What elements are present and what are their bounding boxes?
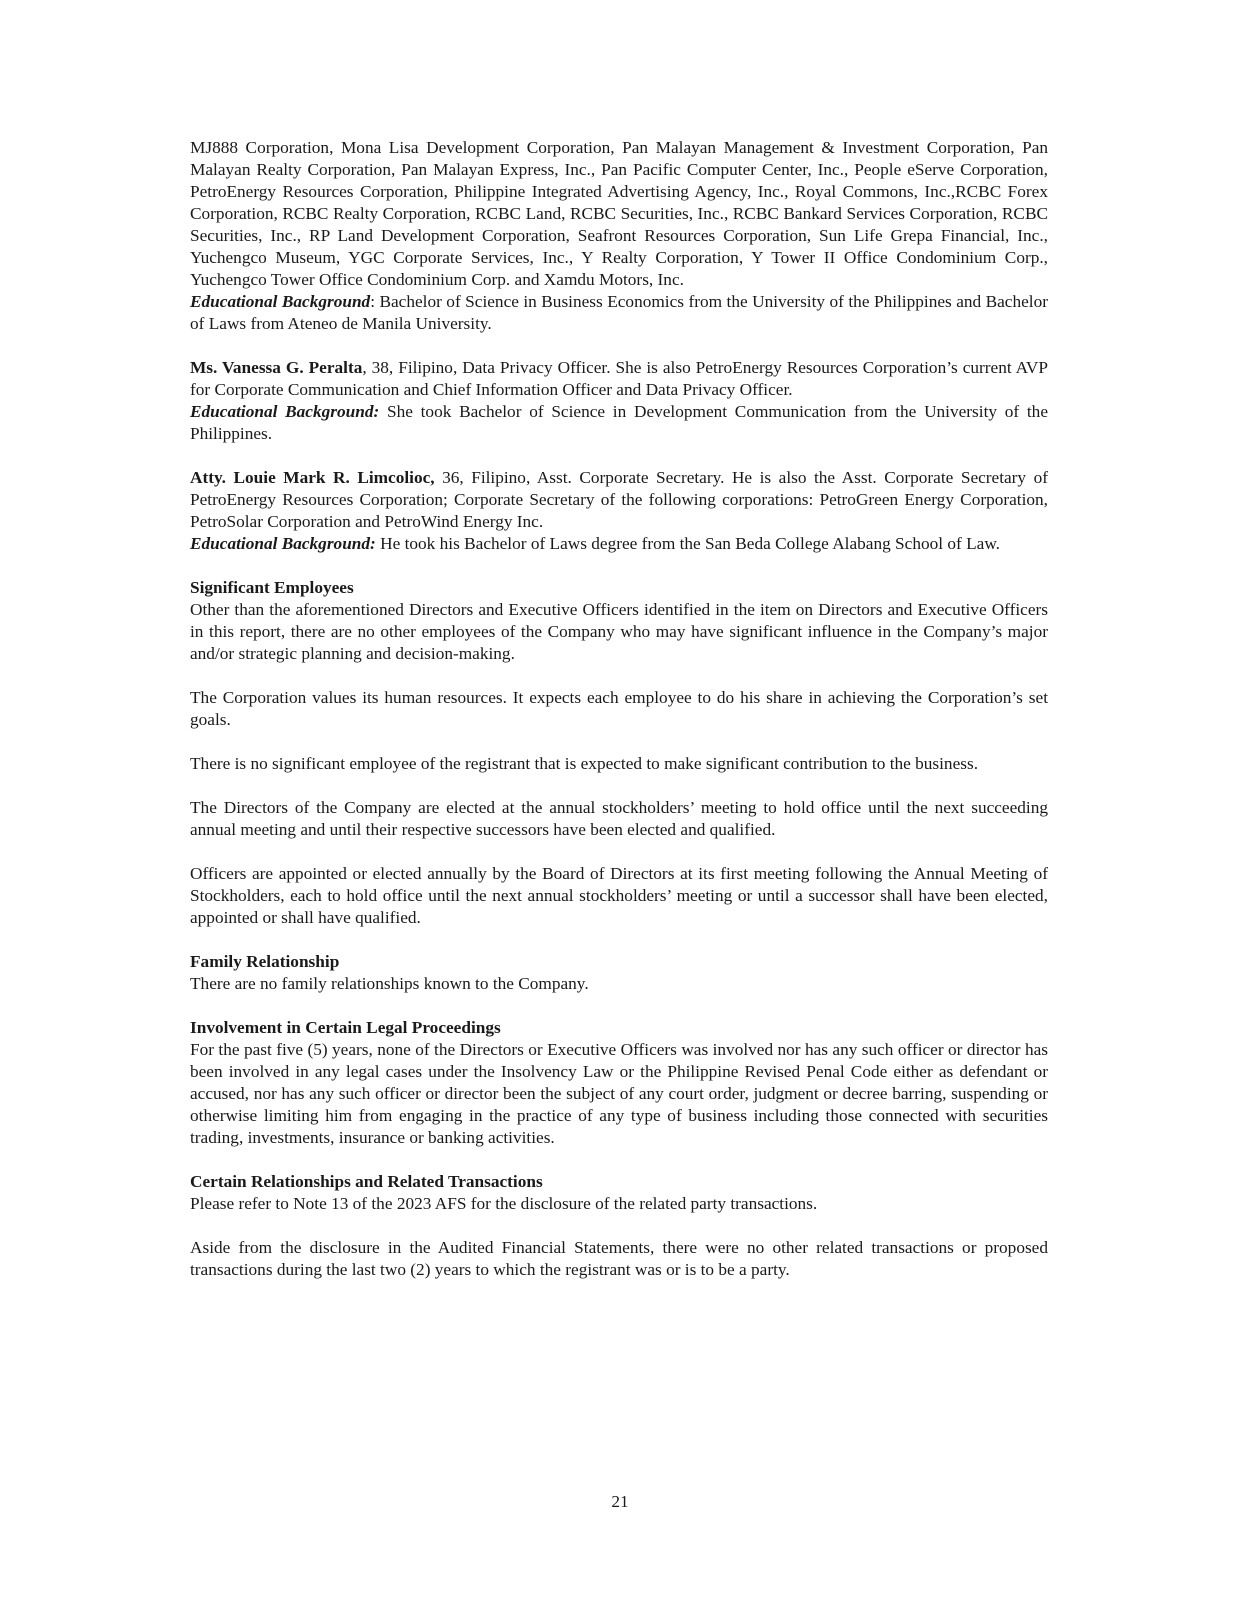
other-transactions-paragraph: Aside from the disclosure in the Audited Financial Statements, there were no other related transactions or proposed transactions during the last two (2) years to which the registrant was or is to be a party. bbox=[190, 1238, 1048, 1279]
educational-background-text: : Bachelor of Science in Business Economics from the University of the Philippines and Bachelor of Laws from Ateneo de Manila University. bbox=[190, 292, 1048, 333]
related-transactions-heading: Certain Relationships and Related Transactions bbox=[190, 1172, 543, 1191]
officer-details: , 38, Filipino, Data Privacy Officer. She is also PetroEnergy Resources Corporation’s current AVP for Corporate Communication and Chief Information Officer and Data Privacy Officer. bbox=[190, 358, 1048, 399]
document-page bbox=[190, 137, 1048, 1281]
family-relationship-heading: Family Relationship bbox=[190, 952, 340, 971]
significant-employees-paragraph: Other than the aforementioned Directors and Executive Officers identified in the item on Directors and Executive Officers in this report, there are no other employees of the Company who may have significant influence in the Company’s major and/or strategic planning and decision-making. bbox=[190, 600, 1048, 663]
officer-limcolioc-education bbox=[190, 533, 1048, 555]
educational-background-label: Educational Background: bbox=[190, 534, 376, 553]
legal-proceedings-paragraph: For the past five (5) years, none of the Directors or Executive Officers was involved nor has any such officer or director has been involved in any legal cases under the Insolvency Law or the Philippine Revised Penal Code either as defendant or accused, nor has any such officer or director been the subject of any court order, judgment or decree barring, suspending or otherwise limiting him from engaging in the practice of any type of business including those connected with securities trading, investments, insurance or banking activities. bbox=[190, 1040, 1048, 1147]
educational-background-text: He took his Bachelor of Laws degree from the San Beda College Alabang School of Law. bbox=[375, 534, 1001, 553]
page-number: 21 bbox=[611, 1492, 629, 1511]
directors-election-paragraph: The Directors of the Company are elected at the annual stockholders’ meeting to hold office until the next succeeding annual meeting and until their respective successors have been elected and qualified. bbox=[190, 798, 1048, 839]
officer-name: Ms. Vanessa G. Peralta bbox=[190, 358, 363, 377]
educational-background-label: Educational Background bbox=[190, 292, 371, 311]
human-resources-paragraph: The Corporation values its human resources. It expects each employee to do his share in achieving the Corporation’s set goals. bbox=[190, 688, 1048, 729]
no-significant-employee-paragraph: There is no significant employee of the registrant that is expected to make significant contribution to the business. bbox=[190, 754, 979, 773]
educational-background-paragraph bbox=[190, 291, 1048, 335]
affiliations-paragraph: MJ888 Corporation, Mona Lisa Development Corporation, Pan Malayan Management & Investment Corporation, Pan Malayan Realty Corporation, Pan Malayan Express, Inc., Pan Pacific Computer Center, Inc., People eServe Corporation, PetroEnergy Resources Corporation, Philippine Integrated Advertising Agency, Inc., Royal Commons, Inc.,RCBC Forex Corporation, RCBC Realty Corporation, RCBC Land, RCBC Securities, Inc., RCBC Bankard Services Corporation, RCBC Securities, Inc., RP Land Development Corporation, Seafront Resources Corporation, Sun Life Grepa Financial, Inc., Yuchengco Museum, YGC Corporate Services, Inc., Y Realty Corporation, Y Tower II Office Condominium Corp., Yuchengco Tower Office Condominium Corp. and Xamdu Motors, Inc. bbox=[190, 138, 1048, 289]
officer-limcolioc-paragraph bbox=[190, 467, 1048, 533]
significant-employees-heading: Significant Employees bbox=[190, 578, 354, 597]
educational-background-label: Educational Background: bbox=[190, 402, 380, 421]
family-relationship-paragraph: There are no family relationships known to the Company. bbox=[190, 974, 589, 993]
related-transactions-paragraph: Please refer to Note 13 of the 2023 AFS for the disclosure of the related party transactions. bbox=[190, 1194, 818, 1213]
officer-details: 36, Filipino, Asst. Corporate Secretary. He is also the Asst. Corporate Secretary of PetroEnergy Resources Corporation; Corporate Secretary of the following corporations: PetroGreen Energy Corporation, PetroSolar Corporation and PetroWind Energy Inc. bbox=[190, 468, 1048, 531]
educational-background-text: She took Bachelor of Science in Development Communication from the University of the Philippines. bbox=[190, 402, 1048, 443]
officer-name: Atty. Louie Mark R. Limcolioc, bbox=[190, 468, 435, 487]
legal-proceedings-heading: Involvement in Certain Legal Proceedings bbox=[190, 1018, 501, 1037]
officers-appointment-paragraph: Officers are appointed or elected annually by the Board of Directors at its first meeting following the Annual Meeting of Stockholders, each to hold office until the next annual stockholders’ meeting or until a successor shall have been elected, appointed or shall have qualified. bbox=[190, 864, 1048, 927]
officer-peralta-education bbox=[190, 401, 1048, 445]
officer-peralta-paragraph bbox=[190, 357, 1048, 401]
